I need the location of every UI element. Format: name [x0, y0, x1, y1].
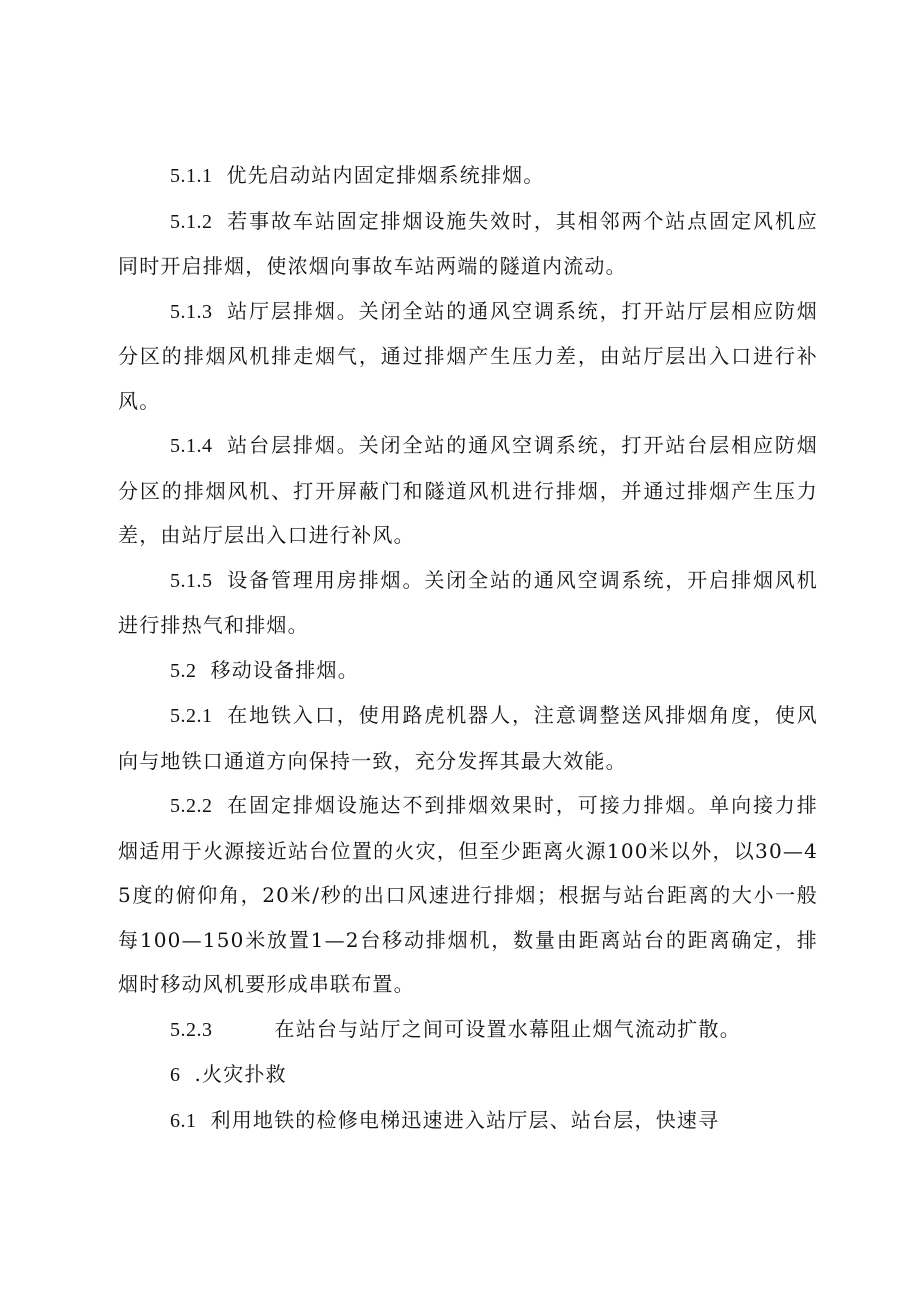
section-number: 5.1.4 — [170, 435, 213, 457]
paragraph-text: 站台层排烟。关闭全站的通风空调系统，打开站台层相应防烟分区的排烟风机、打开屏蔽门和隧道风机进行排烟，并通过排烟产生压力差，由站厅层出入口进行补风。 — [118, 433, 818, 547]
heading-6 — [118, 1052, 818, 1098]
paragraph-text: 优先启动站内固定排烟系统排烟。 — [226, 163, 545, 187]
paragraph-5-1-5 — [118, 558, 818, 648]
section-number: 6.1 — [170, 1109, 197, 1132]
paragraph-5-1-1 — [118, 153, 818, 199]
paragraph-5-1-3 — [118, 289, 818, 424]
paragraph-text: 在站台与站厅之间可设置水幕阻止烟气流动扩散。 — [274, 1016, 741, 1041]
section-number: 5.1.5 — [170, 569, 213, 592]
paragraph-text: 若事故车站固定排烟设施失效时，其相邻两个站点固定风机应同时开启排烟，使浓烟向事故车站两端的隧道内流动。 — [118, 208, 818, 278]
section-number: 5.2 — [170, 659, 197, 682]
section-number: 5.2.2 — [170, 795, 213, 817]
paragraph-text: 利用地铁的检修电梯迅速进入站厅层、站台层，快速寻 — [210, 1107, 720, 1132]
paragraph-5-2 — [118, 648, 818, 694]
section-number: 5.1.3 — [170, 300, 213, 323]
paragraph-text: 站厅层排烟。关闭全站的通风空调系统，打开站厅层相应防烟分区的排烟风机排走烟气，通过排烟产生压力差，由站厅层出入口进行补风。 — [118, 298, 818, 413]
section-number: 5.2.1 — [170, 705, 213, 727]
document-body — [118, 153, 818, 1143]
paragraph-text: 设备管理用房排烟。关闭全站的通风空调系统，开启排烟风机进行排热气和排烟。 — [118, 567, 818, 637]
section-number: 5.1.1 — [170, 165, 213, 187]
paragraph-5-2-1 — [118, 693, 818, 783]
section-number: 5.2.3 — [170, 1018, 213, 1041]
section-number: 6 — [170, 1064, 181, 1086]
paragraph-text: 在固定排烟设施达不到排烟效果时，可接力排烟。单向接力排烟适用于火源接近站台位置的火灾，但至少距离火源100米以外，以30—45度的俯仰角，20米/秒的出口风速进行排烟；根据与站台距离的大小一般每100—150米放置1—2台移动排烟机，数量由距离站台的距离确定，排烟时移动风机要形成串联布置。 — [118, 793, 818, 996]
section-number: 5.1.2 — [170, 210, 213, 233]
paragraph-5-2-2 — [118, 783, 818, 1007]
paragraph-text: 在地铁入口，使用路虎机器人，注意调整送风排烟角度，使风向与地铁口通道方向保持一致，充分发挥其最大效能。 — [118, 703, 818, 773]
paragraph-5-1-2 — [118, 199, 818, 289]
paragraph-6-1 — [118, 1098, 818, 1144]
paragraph-text: 移动设备排烟。 — [210, 657, 359, 682]
paragraph-5-1-4 — [118, 423, 818, 558]
paragraph-5-2-3 — [118, 1007, 818, 1053]
paragraph-text: .火灾扑救 — [194, 1062, 287, 1086]
